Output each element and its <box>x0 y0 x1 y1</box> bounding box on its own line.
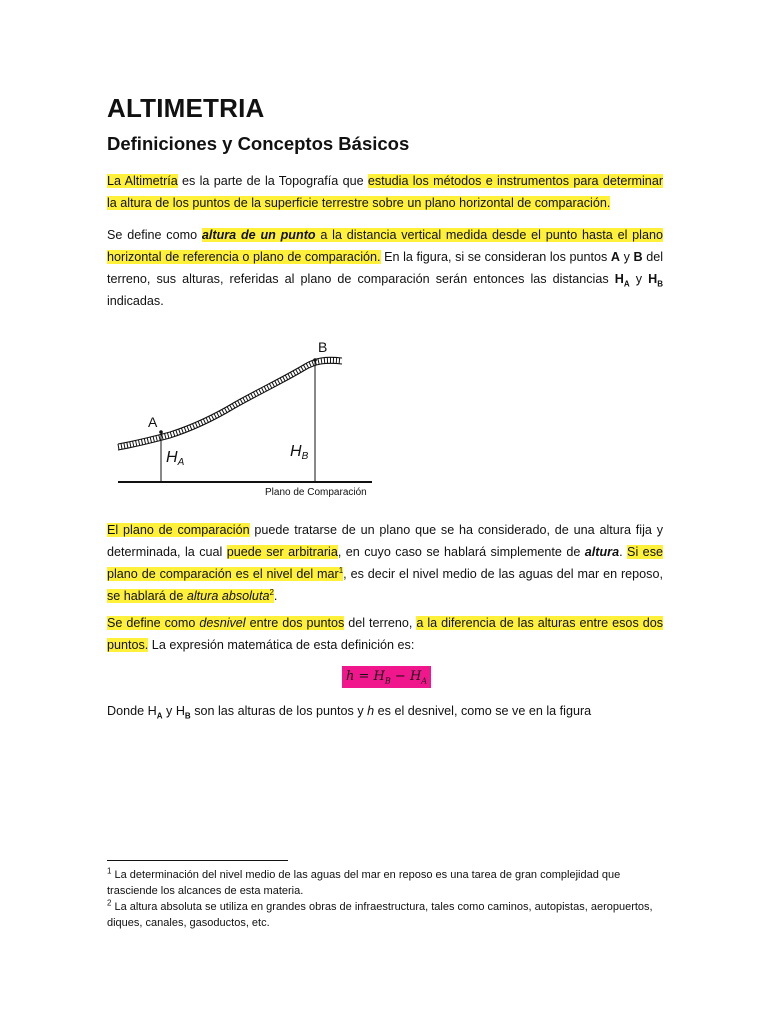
footnote-divider <box>107 860 288 861</box>
text-run: y <box>620 250 634 264</box>
label-ha: HA <box>166 449 185 468</box>
terrain-profile <box>118 357 342 450</box>
paragraph-donde: Donde $H_A$ y $H_B$ son las alturas de los puntos y h es el desnivel, como se ve en la figura <box>107 704 592 721</box>
point-b-marker <box>313 358 317 362</box>
text-run: indicadas. <box>107 294 164 308</box>
paragraph-plano <box>107 519 663 607</box>
highlight-definition: a la distancia vertical medida desde el punto hasta el plano horizontal de referencia o plano de comparación. <box>107 228 663 264</box>
desnivel-formula: $h = H_B - H_A$ <box>342 666 431 688</box>
text-run: del terreno, <box>344 616 417 630</box>
text-run: En la figura, si se consideran los puntos <box>380 250 611 264</box>
footnotes <box>107 867 667 931</box>
text-run: puede tratarse de un plano que se ha considerado, de una altura fija y determinada, la cual <box>107 523 663 559</box>
highlight-term: La Altimetría <box>107 174 178 188</box>
highlight-definition: estudia los métodos e instrumentos para determinar la altura de los puntos de la superficie terrestre sobre un plano horizontal de comparación. <box>107 174 664 210</box>
footnote-2: $^2$ La altura absoluta se utiliza en grandes obras de infraestructura, tales como caminos, autopistas, aeropuertos, diques, canales, gasoductos, etc. <box>107 898 653 929</box>
highlight-term: El plano de comparación <box>107 523 250 537</box>
highlight-phrase: se hablará de altura absoluta$^2$ <box>107 587 274 603</box>
label-hb: HB <box>290 443 309 462</box>
text-run: y <box>629 272 649 286</box>
text-bold: H <box>614 272 624 286</box>
highlight-term: altura de un punto <box>201 228 316 242</box>
footnote-1: $^1$ La determinación del nivel medio de las aguas del mar en reposo es una tarea de gran complejidad que trasciende los alcances de esta materia. <box>107 866 621 897</box>
highlight-phrase: Se define como desnivel entre dos puntos <box>107 616 345 630</box>
text-run: , en cuyo caso se hablará simplemente de <box>337 545 585 559</box>
page-title: ALTIMETRIA <box>107 93 265 123</box>
text-bold: A <box>610 250 621 264</box>
subscript: A <box>623 279 630 289</box>
text-run: , es decir el nivel medio de las aguas del mar en reposo, <box>343 567 663 581</box>
paragraph-altimetria <box>107 170 663 214</box>
highlight-phrase: Si ese plano de comparación es el nivel del mar$^1$ <box>107 545 663 581</box>
altimetry-figure <box>110 332 380 502</box>
subscript: B <box>657 279 663 289</box>
text-run: es la parte de la Topografía que <box>177 174 368 188</box>
text-bold: B <box>633 250 643 264</box>
paragraph-desnivel <box>107 612 663 656</box>
point-a-marker <box>159 430 163 434</box>
label-point-a: A <box>148 414 158 430</box>
text-run: Se define como <box>107 228 202 242</box>
label-point-b: B <box>318 339 328 355</box>
footnote-ref-1[interactable]: 1 <box>338 565 344 575</box>
text-bold: H <box>648 272 658 286</box>
text-run: . <box>619 545 628 559</box>
footnote-ref-2[interactable]: 2 <box>269 587 274 597</box>
highlight-definition: a la diferencia de las alturas entre esos dos puntos. <box>107 616 663 652</box>
highlight-phrase: puede ser arbitraria <box>226 545 338 559</box>
label-comparison-plane: Plano de Comparación <box>265 487 367 498</box>
text-run: del terreno, sus alturas, referidas al plano de comparación serán entonces las distancias <box>107 250 663 286</box>
paragraph-altura <box>107 224 663 312</box>
text-emphasis: altura <box>584 545 620 559</box>
text-run: . <box>273 589 278 603</box>
page-subtitle: Definiciones y Conceptos Básicos <box>107 133 410 154</box>
text-run: La expresión matemática de esta definición es: <box>148 638 415 652</box>
